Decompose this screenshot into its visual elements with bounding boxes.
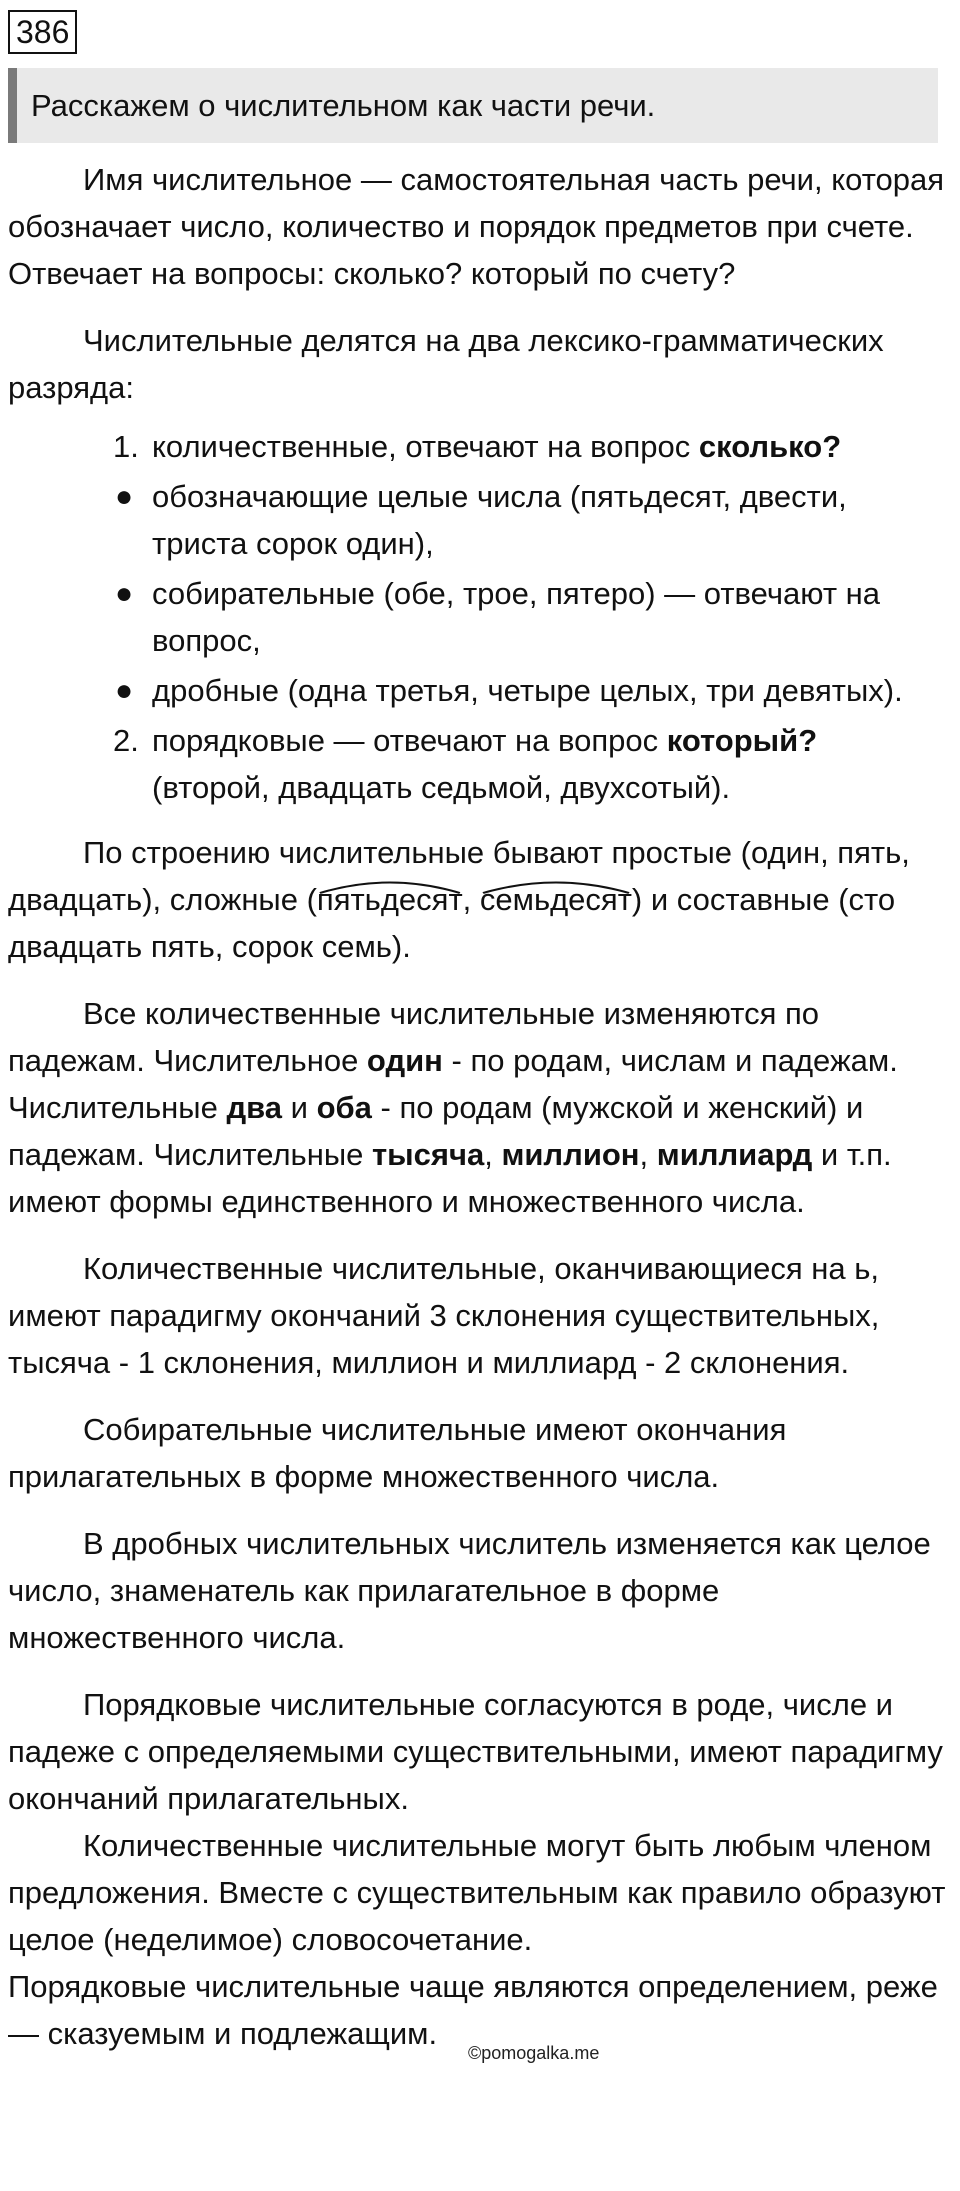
section-header: Расскажем о числительном как части речи. [8, 68, 938, 143]
list-marker: 2. [113, 723, 139, 758]
bold-term: миллион [501, 1137, 640, 1172]
compound-word-text: семьдесят [479, 882, 632, 917]
bold-term: миллиард [656, 1137, 813, 1172]
bold-term: два [226, 1090, 283, 1125]
list-item-text: порядковые — отвечают на вопрос [152, 723, 667, 758]
bullet-icon: ● [115, 577, 134, 610]
list-item-question: сколько? [698, 429, 842, 464]
paragraph-fractional: В дробных числительных числитель изменяется как целое число, знаменатель как прилагательное в форме множественного числа. [8, 1526, 931, 1655]
text-run: ) и составные (сто двадцать пять, сорок семь). [8, 882, 896, 964]
root-arc-icon [317, 878, 463, 894]
list-item-cardinal [8, 423, 948, 470]
text-run: По строению числительные бывают простые (один, пять, двадцать), сложные ( [8, 835, 910, 917]
compound-word-text: пятьдесят [316, 882, 463, 917]
paragraph-ordinal: Порядковые числительные согласуются в роде, числе и падеже с определяемыми существительными, имеют парадигму окончаний прилагательных. [8, 1687, 943, 1816]
text-run: и т.п. имеют формы единственного и множественного числа. [8, 1137, 892, 1219]
bold-term: один [366, 1043, 443, 1078]
paragraph-ordinal-syntax: Порядковые числительные чаще являются определением, реже — сказуемым и подлежащим. [8, 1969, 938, 2051]
paragraph-declension [8, 990, 948, 1225]
text-run: и [282, 1090, 317, 1125]
paragraph-paradigm: Количественные числительные, оканчивающиеся на ь, имеют парадигму окончаний 3 склонения существительных, тысяча - 1 склонения, миллион и миллиард - 2 склонения. [8, 1251, 880, 1380]
content [8, 156, 948, 2057]
paragraph-definition: Имя числительное — самостоятельная часть речи, которая обозначает число, количество и порядок предметов при счете. Отвечает на вопросы: сколько? который по счету? [8, 162, 945, 291]
list-item-question: который? [666, 723, 818, 758]
list-marker: 1. [113, 429, 139, 464]
bullet-text: обозначающие целые числа (пятьдесят, двести, триста сорок один), [152, 479, 847, 561]
watermark: ©pomogalka.me [468, 2043, 600, 2063]
bullet-item-collective [8, 570, 948, 664]
list-item-examples: (второй, двадцать седьмой, двухсотый). [152, 770, 731, 805]
text-run: , [484, 1137, 502, 1172]
text-run: - по родам (мужской и женский) и падежам. Числительные [8, 1090, 864, 1172]
text-run: , [639, 1137, 657, 1172]
bullet-item-fractional [8, 667, 948, 714]
task-number: 386 [8, 10, 77, 54]
bullet-text: дробные (одна третья, четыре целых, три девятых). [152, 673, 903, 708]
bold-term: оба [316, 1090, 372, 1125]
root-arc-icon [480, 878, 632, 894]
text-run: , [462, 882, 480, 917]
bullet-icon: ● [115, 480, 134, 513]
bold-term: тысяча [371, 1137, 485, 1172]
categories-list [8, 423, 948, 811]
text-run: Все количественные числительные изменяются по падежам. Числительное [8, 996, 819, 1078]
compound-word-pyatdesyat [317, 876, 463, 923]
bullet-icon: ● [115, 674, 134, 707]
bullet-item-whole [8, 473, 948, 567]
list-item-text: количественные, отвечают на вопрос [152, 429, 699, 464]
paragraph-categories: Числительные делятся на два лексико-грамматических разряда: [8, 323, 884, 405]
bullet-text: собирательные (обе, трое, пятеро) — отвечают на вопрос, [152, 576, 881, 658]
paragraph-syntax: Количественные числительные могут быть любым членом предложения. Вместе с существительным как правило образуют целое (неделимое) словосочетание. [8, 1828, 946, 1957]
paragraph-collective: Собирательные числительные имеют окончания прилагательных в форме множественного числа. [8, 1412, 787, 1494]
compound-word-semdesyat [480, 876, 632, 923]
paragraph-structure [8, 829, 948, 970]
list-item-ordinal [8, 717, 948, 811]
text-run: - по родам, числам и падежам. Числительные [8, 1043, 898, 1125]
